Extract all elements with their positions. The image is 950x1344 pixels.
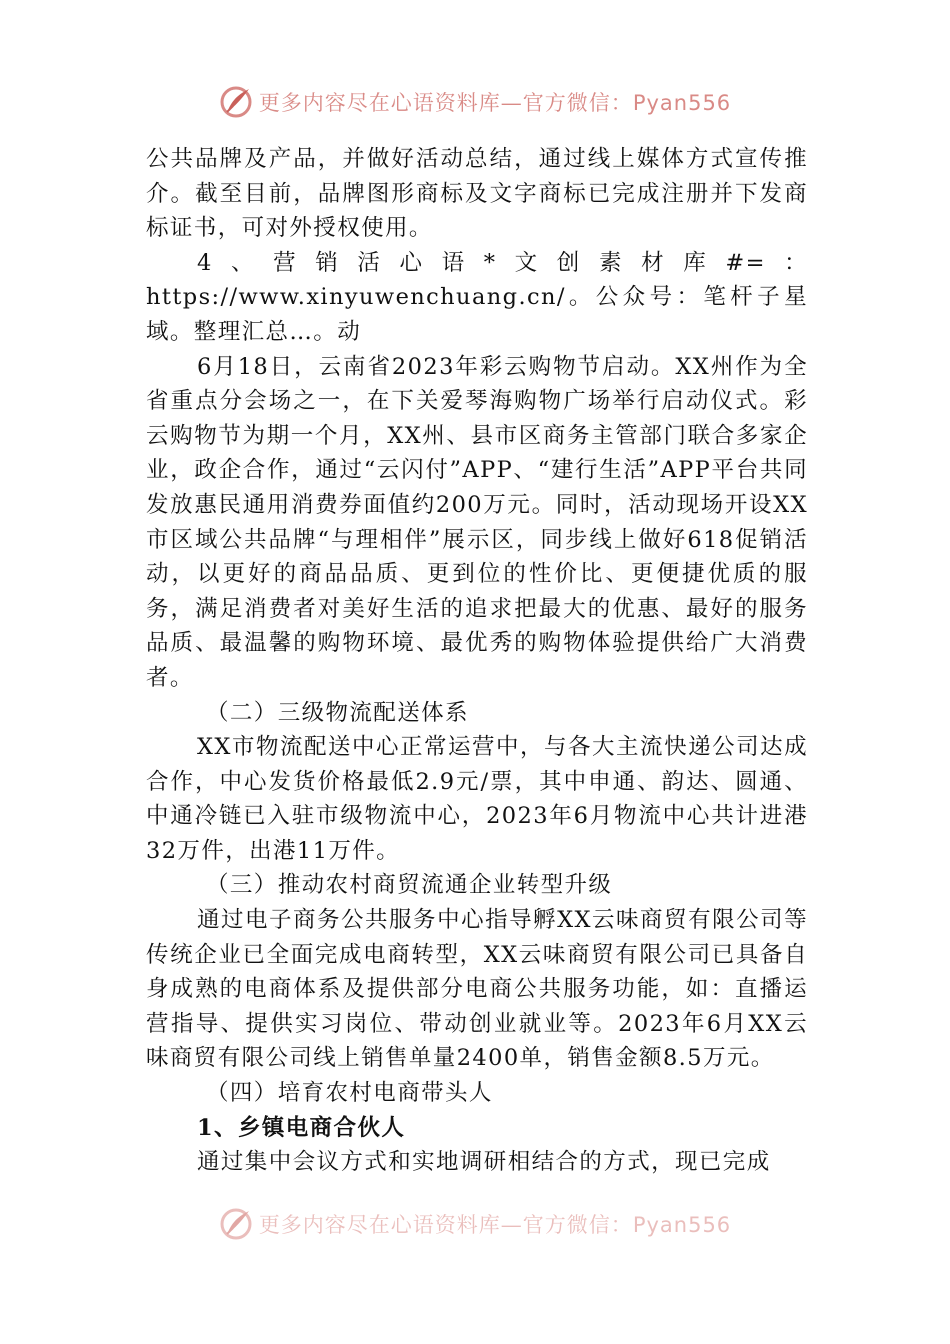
section-heading-logistics: （二）三级物流配送体系 xyxy=(206,699,469,726)
section-heading-ecommerce-leaders: （四）培育农村电商带头人 xyxy=(206,1080,493,1107)
watermark-label: 更多内容尽在心语资料库—官方微信： xyxy=(258,91,633,115)
document-body xyxy=(146,142,808,1180)
watermark-label: 更多内容尽在心语资料库—官方微信： xyxy=(258,1213,633,1237)
paragraph-logistics: XX市物流配送中心正常运营中，与各大主流快递公司达成合作，中心发货价格最低2.9元/票，其中申通、韵达、圆通、中通冷链已入驻市级物流中心，2023年6月物流中心共计进港32万件，出港11万件。 xyxy=(146,734,808,864)
paragraph-marketing-heading: 4、营销活心语*文创素材库#=：https://www.xinyuwenchuang.cn/。公众号：笔杆子星域。整理汇总…。动 xyxy=(146,249,808,345)
watermark-footer xyxy=(0,1204,950,1244)
paragraph-shopping-festival: 6月18日，云南省2023年彩云购物节启动。XX州作为全省重点分会场之一，在下关爱琴海购物广场举行启动仪式。彩云购物节为期一个月，XX州、县市区商务主管部门联合多家企业，政企合作，通过“云闪付”APP、“建行生活”APP平台共同发放惠民通用消费券面值约200万元。同时，活动现场开设XX市区域公共品牌“与理相伴”展示区，同步线上做好618促销活动，以更好的商品品质、更到位的性价比、更便捷优质的服务，满足消费者对美好生活的追求把最大的优惠、最好的服务品质、最温馨的购物环境、最优秀的购物体验提供给广大消费者。 xyxy=(146,353,808,691)
quill-logo-icon xyxy=(219,1207,253,1241)
subheading-township-partners: 1、乡镇电商合伙人 xyxy=(197,1114,406,1141)
paragraph-enterprise-upgrade: 通过电子商务公共服务中心指导孵XX云味商贸有限公司等传统企业已全面完成电商转型，XX云味商贸有限公司已具备自身成熟的电商体系及提供部分电商公共服务功能，如：直播运营指导、提供实习岗位、带动创业就业等。2023年6月XX云味商贸有限公司线上销售单量2400单，销售金额8.5万元。 xyxy=(146,907,808,1072)
watermark-text xyxy=(259,1209,731,1239)
paragraph-township-partners: 通过集中会议方式和实地调研相结合的方式，现已完成 xyxy=(197,1149,771,1176)
watermark-wechat-id: Pyan556 xyxy=(632,1213,732,1237)
watermark-wechat-id: Pyan556 xyxy=(632,91,732,115)
section-heading-enterprise-upgrade: （三）推动农村商贸流通企业转型升级 xyxy=(206,872,613,899)
paragraph-brand-summary: 公共品牌及产品，并做好活动总结，通过线上媒体方式宣传推介。截至目前，品牌图形商标及文字商标已完成注册并下发商标证书，可对外授权使用。 xyxy=(146,146,808,242)
